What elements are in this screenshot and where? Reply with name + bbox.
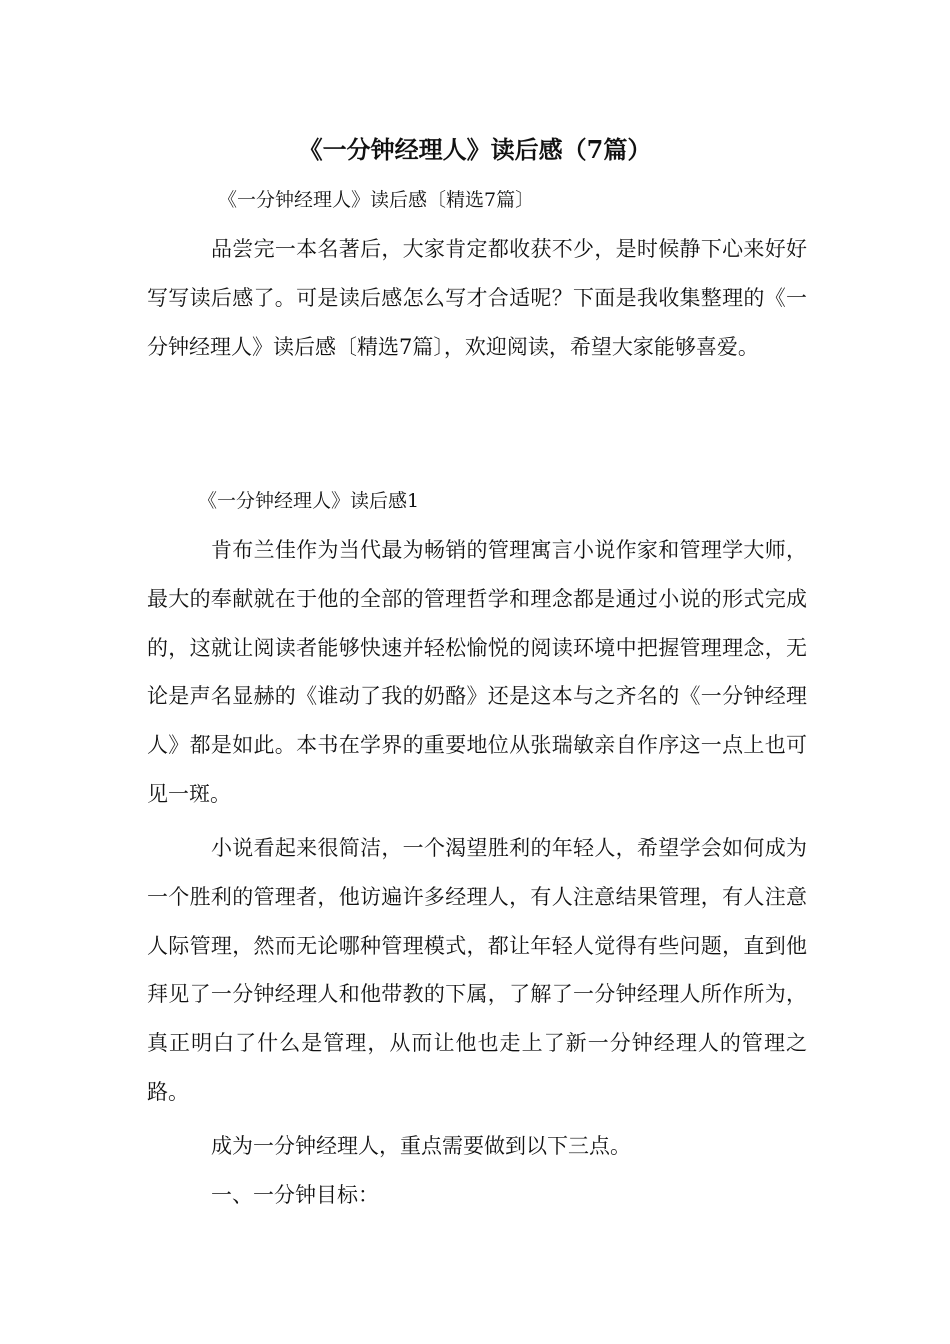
section-heading: 《一分钟经理人》读后感1 <box>198 490 420 512</box>
document-subtitle: 《一分钟经理人》读后感〔精选7篇〕 <box>218 189 535 211</box>
body-paragraph: 肯布兰佳作为当代最为畅销的管理寓言小说作家和管理学大师，最大的奉献就在于他的全部的管理哲学和理念都是通过小说的形式完成的，这就让阅读者能够快速并轻松愉悦的阅读环境中把握管理理念，无论是声名显赫的《谁动了我的奶酪》还是这本与之齐名的《一分钟经理人》都是如此。本书在学界的重要地位从张瑞敏亲自作序这一点上也可见一斑。 <box>147 538 807 806</box>
document-title: 《一分钟经理人》读后感（7篇） <box>298 135 652 164</box>
body-paragraph: 成为一分钟经理人，重点需要做到以下三点。 <box>211 1134 631 1158</box>
body-paragraph: 小说看起来很简洁，一个渴望胜利的年轻人，希望学会如何成为一个胜利的管理者，他访遍许多经理人，有人注意结果管理，有人注意人际管理，然而无论哪种管理模式，都让年轻人觉得有些问题，直到他拜见了一分钟经理人和他带教的下属，了解了一分钟经理人所作所为，真正明白了什么是管理，从而让他也走上了新一分钟经理人的管理之路。 <box>147 836 807 1104</box>
intro-paragraph: 品尝完一本名著后，大家肯定都收获不少，是时候静下心来好好写写读后感了。可是读后感怎么写才合适呢？下面是我收集整理的《一分钟经理人》读后感〔精选7篇〕，欢迎阅读，希望大家能够喜爱。 <box>147 237 807 359</box>
list-heading: 一、一分钟目标： <box>211 1183 379 1207</box>
